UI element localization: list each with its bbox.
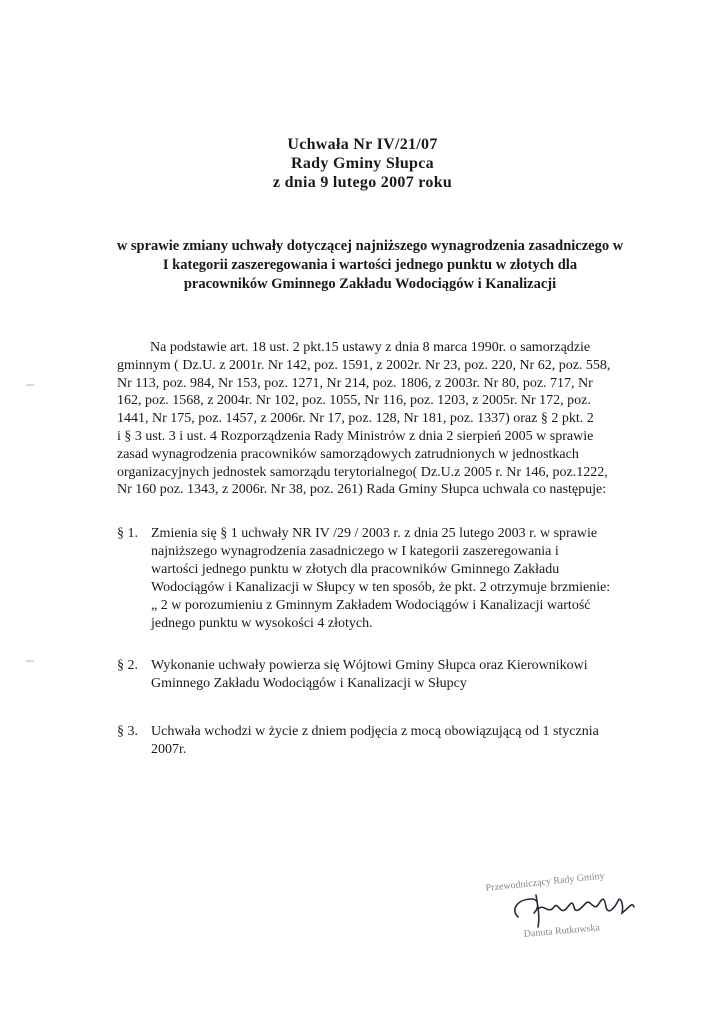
section-line: Zmienia się § 1 uchwały NR IV /29 / 2003 r. z dnia 25 lutego 2003 r. w sprawie	[151, 526, 598, 541]
section-body	[151, 525, 637, 633]
section-line: 2007r.	[151, 742, 187, 757]
resolution-date: z dnia 9 lutego 2007 roku	[272, 174, 453, 191]
section-number: § 1.	[117, 526, 138, 541]
section-line: Gminnego Zakładu Wodociągów i Kanalizacji w Słupcy	[151, 676, 467, 691]
section-1	[117, 525, 637, 633]
section-body	[151, 723, 637, 759]
preamble-line: zasad wynagrodzenia pracowników samorządowych zatrudnionych w jednostkach	[117, 446, 579, 462]
section-line: Wykonanie uchwały powierza się Wójtowi Gminy Słupca oraz Kierownikowi	[151, 658, 588, 673]
section-line: „ 2 w porozumieniu z Gminnym Zakładem Wodociągów i Kanalizacji wartość	[151, 598, 591, 613]
subject-line: I kategorii zaszeregowania i wartości jednego punktu w złotych dla	[162, 257, 578, 273]
preamble-line: Na podstawie art. 18 ust. 2 pkt.15 ustawy z dnia 8 marca 1990r. o samorządzie	[150, 340, 591, 355]
preamble-line: organizacyjnych jednostek samorządu terytorialnego( Dz.U.z 2005 r. Nr 146, poz.1222,	[117, 464, 608, 480]
preamble-line: Nr 113, poz. 984, Nr 153, poz. 1271, Nr 214, poz. 1806, z 2003r. Nr 80, poz. 717, Nr	[117, 375, 593, 391]
resolution-title	[0, 135, 725, 192]
preamble-line: 162, poz. 1568, z 2004r. Nr 102, poz. 1055, Nr 116, poz. 1203, z 2005r. Nr 172, poz.	[117, 393, 591, 409]
preamble-line: 1441, Nr 175, poz. 1457, z 2006r. Nr 17, poz. 128, Nr 181, poz. 1337) oraz § 2 pkt. 2	[117, 411, 594, 427]
section-line: wartości jednego punktu w złotych dla pracowników Gminnego Zakładu	[151, 562, 560, 577]
resolution-subject	[90, 237, 650, 294]
council-name: Rady Gminy Słupca	[291, 155, 434, 172]
subject-line: pracowników Gminnego Zakładu Wodociągów i Kanalizacji	[183, 276, 557, 292]
preamble-line: gminnym ( Dz.U. z 2001r. Nr 142, poz. 1591, z 2002r. Nr 23, poz. 220, Nr 62, poz. 558,	[117, 357, 611, 373]
section-number: § 2.	[117, 658, 138, 673]
chairman-signature-stamp	[478, 855, 688, 945]
preamble-line: i § 3 ust. 3 i ust. 4 Rozporządzenia Rady Ministrów z dnia 2 sierpień 2005 w sprawie	[117, 428, 594, 444]
section-3	[117, 723, 637, 759]
stamp-title: Przewodniczący Rady Gminy	[485, 870, 606, 894]
stamp-name: Danuta Rutkowska	[523, 922, 601, 940]
handwritten-signature	[515, 895, 634, 927]
resolution-number: Uchwała Nr IV/21/07	[287, 136, 438, 153]
section-2	[117, 657, 637, 693]
section-body	[151, 657, 637, 693]
preamble-line: Nr 160 poz. 1343, z 2006r. Nr 38, poz. 261) Rada Gminy Słupca uchwala co następuje:	[117, 482, 607, 498]
section-line: Uchwała wchodzi w życie z dniem podjęcia z mocą obowiązującą od 1 stycznia	[151, 724, 599, 739]
section-number: § 3.	[117, 724, 138, 739]
section-line: najniższego wynagrodzenia zasadniczego w I kategorii zaszeregowania i	[151, 544, 559, 559]
section-line: Wodociągów i Kanalizacji w Słupcy w ten sposób, że pkt. 2 otrzymuje brzmienie:	[151, 580, 611, 595]
subject-line: w sprawie zmiany uchwały dotyczącej najniższego wynagrodzenia zasadniczego w	[116, 238, 624, 254]
legal-basis-paragraph	[117, 339, 617, 499]
section-line: jednego punktu w wysokości 4 złotych.	[151, 616, 373, 631]
